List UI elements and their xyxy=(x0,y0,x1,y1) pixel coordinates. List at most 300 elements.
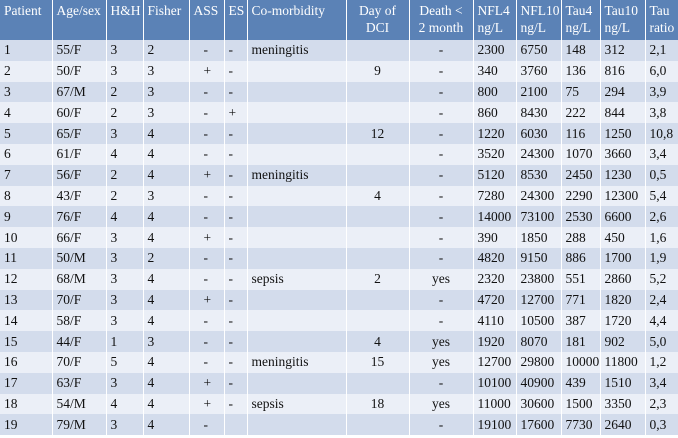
cell-fisher: 3 xyxy=(143,331,189,352)
table-row xyxy=(0,206,678,227)
cell-ass: + xyxy=(189,227,224,248)
cell-death: - xyxy=(409,40,473,61)
cell-tau10: 1230 xyxy=(600,165,645,186)
cell-tau4: 181 xyxy=(561,331,600,352)
cell-fisher: 4 xyxy=(143,373,189,394)
cell-death: - xyxy=(409,373,473,394)
table-row xyxy=(0,331,678,352)
cell-death: yes xyxy=(409,331,473,352)
cell-hh: 3 xyxy=(106,269,143,290)
cell-fisher: 4 xyxy=(143,394,189,415)
cell-day-dci: 15 xyxy=(346,352,409,373)
cell-tau4: 551 xyxy=(561,269,600,290)
cell-comorbidity xyxy=(247,414,346,435)
cell-ass: + xyxy=(189,61,224,82)
header-age-sex: Age/sex xyxy=(52,0,106,40)
cell-day-dci xyxy=(346,144,409,165)
cell-comorbidity xyxy=(247,248,346,269)
cell-death: - xyxy=(409,102,473,123)
table-row xyxy=(0,394,678,415)
cell-nfl4: 4720 xyxy=(473,290,516,311)
cell-comorbidity xyxy=(247,82,346,103)
table-row xyxy=(0,165,678,186)
cell-nfl4: 7280 xyxy=(473,186,516,207)
cell-ass: - xyxy=(189,123,224,144)
cell-comorbidity xyxy=(247,61,346,82)
cell-tau10: 816 xyxy=(600,61,645,82)
cell-patient: 7 xyxy=(0,165,52,186)
cell-fisher: 4 xyxy=(143,144,189,165)
cell-tau10: 2860 xyxy=(600,269,645,290)
cell-ass: - xyxy=(189,144,224,165)
cell-day-dci xyxy=(346,102,409,123)
cell-nfl4: 4110 xyxy=(473,310,516,331)
cell-es: - xyxy=(224,394,247,415)
cell-patient: 5 xyxy=(0,123,52,144)
cell-es: - xyxy=(224,206,247,227)
cell-tau4: 116 xyxy=(561,123,600,144)
cell-fisher: 3 xyxy=(143,102,189,123)
cell-hh: 3 xyxy=(106,123,143,144)
cell-hh: 3 xyxy=(106,248,143,269)
cell-day-dci xyxy=(346,414,409,435)
cell-patient: 10 xyxy=(0,227,52,248)
cell-hh: 3 xyxy=(106,414,143,435)
cell-tau10: 12300 xyxy=(600,186,645,207)
table-row xyxy=(0,352,678,373)
cell-es: - xyxy=(224,310,247,331)
cell-tau4: 387 xyxy=(561,310,600,331)
cell-tau10: 294 xyxy=(600,82,645,103)
cell-nfl10: 30600 xyxy=(516,394,561,415)
cell-patient: 16 xyxy=(0,352,52,373)
cell-tau-ratio: 2,6 xyxy=(645,206,678,227)
table-row xyxy=(0,373,678,394)
cell-fisher: 4 xyxy=(143,414,189,435)
table-row xyxy=(0,227,678,248)
cell-fisher: 4 xyxy=(143,165,189,186)
cell-tau4: 75 xyxy=(561,82,600,103)
cell-es: + xyxy=(224,102,247,123)
cell-hh: 3 xyxy=(106,40,143,61)
cell-fisher: 4 xyxy=(143,206,189,227)
cell-comorbidity xyxy=(247,290,346,311)
cell-ass: + xyxy=(189,394,224,415)
cell-nfl4: 4820 xyxy=(473,248,516,269)
table-row xyxy=(0,248,678,269)
cell-hh: 2 xyxy=(106,82,143,103)
table-row xyxy=(0,82,678,103)
cell-fisher: 4 xyxy=(143,352,189,373)
cell-death: - xyxy=(409,248,473,269)
cell-ass: + xyxy=(189,165,224,186)
cell-nfl4: 1220 xyxy=(473,123,516,144)
cell-death: - xyxy=(409,310,473,331)
header-nfl4: NFL4 ng/L xyxy=(473,0,516,40)
cell-nfl4: 1920 xyxy=(473,331,516,352)
cell-age-sex: 58/F xyxy=(52,310,106,331)
cell-tau10: 312 xyxy=(600,40,645,61)
cell-nfl4: 800 xyxy=(473,82,516,103)
cell-hh: 4 xyxy=(106,206,143,227)
cell-fisher: 3 xyxy=(143,82,189,103)
table-row xyxy=(0,144,678,165)
cell-es xyxy=(224,414,247,435)
cell-death: yes xyxy=(409,352,473,373)
cell-hh: 4 xyxy=(106,394,143,415)
cell-nfl10: 40900 xyxy=(516,373,561,394)
cell-comorbidity: sepsis xyxy=(247,269,346,290)
cell-tau4: 136 xyxy=(561,61,600,82)
cell-patient: 2 xyxy=(0,61,52,82)
cell-tau-ratio: 1,6 xyxy=(645,227,678,248)
cell-tau-ratio: 3,9 xyxy=(645,82,678,103)
header-ass: ASS xyxy=(189,0,224,40)
cell-es: - xyxy=(224,331,247,352)
cell-es: - xyxy=(224,269,247,290)
cell-day-dci xyxy=(346,310,409,331)
cell-comorbidity xyxy=(247,331,346,352)
cell-es: - xyxy=(224,290,247,311)
cell-hh: 1 xyxy=(106,331,143,352)
cell-day-dci xyxy=(346,290,409,311)
cell-nfl4: 2320 xyxy=(473,269,516,290)
cell-es: - xyxy=(224,373,247,394)
cell-tau-ratio: 10,8 xyxy=(645,123,678,144)
cell-day-dci xyxy=(346,165,409,186)
cell-es: - xyxy=(224,186,247,207)
cell-nfl4: 2300 xyxy=(473,40,516,61)
cell-hh: 2 xyxy=(106,186,143,207)
cell-death: - xyxy=(409,123,473,144)
header-tau10: Tau10 ng/L xyxy=(600,0,645,40)
cell-fisher: 4 xyxy=(143,290,189,311)
cell-ass: - xyxy=(189,186,224,207)
header-comorbidity: Co-morbidity xyxy=(247,0,346,40)
cell-es: - xyxy=(224,82,247,103)
cell-tau10: 902 xyxy=(600,331,645,352)
cell-age-sex: 43/F xyxy=(52,186,106,207)
cell-patient: 1 xyxy=(0,40,52,61)
cell-age-sex: 65/F xyxy=(52,123,106,144)
cell-tau-ratio: 0,5 xyxy=(645,165,678,186)
cell-nfl10: 6030 xyxy=(516,123,561,144)
cell-fisher: 4 xyxy=(143,227,189,248)
cell-comorbidity xyxy=(247,227,346,248)
cell-day-dci xyxy=(346,248,409,269)
cell-tau-ratio: 3,4 xyxy=(645,144,678,165)
cell-es: - xyxy=(224,123,247,144)
cell-tau4: 1500 xyxy=(561,394,600,415)
table-row xyxy=(0,123,678,144)
cell-es: - xyxy=(224,61,247,82)
cell-nfl4: 19100 xyxy=(473,414,516,435)
cell-age-sex: 60/F xyxy=(52,102,106,123)
cell-nfl4: 12700 xyxy=(473,352,516,373)
cell-patient: 3 xyxy=(0,82,52,103)
cell-tau4: 2450 xyxy=(561,165,600,186)
cell-age-sex: 55/F xyxy=(52,40,106,61)
cell-tau10: 3350 xyxy=(600,394,645,415)
cell-age-sex: 56/F xyxy=(52,165,106,186)
table-row xyxy=(0,310,678,331)
header-es: ES xyxy=(224,0,247,40)
cell-nfl10: 8530 xyxy=(516,165,561,186)
cell-tau-ratio: 1,2 xyxy=(645,352,678,373)
cell-age-sex: 76/F xyxy=(52,206,106,227)
cell-age-sex: 54/M xyxy=(52,394,106,415)
cell-patient: 15 xyxy=(0,331,52,352)
cell-es: - xyxy=(224,227,247,248)
cell-tau-ratio: 3,8 xyxy=(645,102,678,123)
cell-age-sex: 67/M xyxy=(52,82,106,103)
cell-death: - xyxy=(409,227,473,248)
cell-tau10: 1700 xyxy=(600,248,645,269)
table-row xyxy=(0,40,678,61)
cell-hh: 3 xyxy=(106,290,143,311)
cell-nfl10: 1850 xyxy=(516,227,561,248)
cell-nfl10: 10500 xyxy=(516,310,561,331)
cell-es: - xyxy=(224,165,247,186)
cell-death: - xyxy=(409,206,473,227)
cell-nfl10: 24300 xyxy=(516,144,561,165)
cell-nfl10: 9150 xyxy=(516,248,561,269)
cell-day-dci xyxy=(346,373,409,394)
header-hh: H&H xyxy=(106,0,143,40)
cell-tau10: 11800 xyxy=(600,352,645,373)
cell-patient: 11 xyxy=(0,248,52,269)
cell-comorbidity: meningitis xyxy=(247,352,346,373)
cell-nfl10: 17600 xyxy=(516,414,561,435)
header-nfl10: NFL10 ng/L xyxy=(516,0,561,40)
cell-nfl10: 24300 xyxy=(516,186,561,207)
cell-es: - xyxy=(224,352,247,373)
cell-ass: - xyxy=(189,331,224,352)
cell-tau4: 222 xyxy=(561,102,600,123)
cell-death: - xyxy=(409,82,473,103)
header-row xyxy=(0,0,678,40)
cell-ass: - xyxy=(189,248,224,269)
cell-patient: 12 xyxy=(0,269,52,290)
cell-fisher: 4 xyxy=(143,123,189,144)
cell-tau10: 1250 xyxy=(600,123,645,144)
cell-es: - xyxy=(224,144,247,165)
cell-ass: + xyxy=(189,290,224,311)
cell-patient: 13 xyxy=(0,290,52,311)
cell-es: - xyxy=(224,40,247,61)
cell-tau10: 3660 xyxy=(600,144,645,165)
header-fisher: Fisher xyxy=(143,0,189,40)
cell-tau-ratio: 4,4 xyxy=(645,310,678,331)
cell-death: - xyxy=(409,61,473,82)
cell-tau10: 1820 xyxy=(600,290,645,311)
cell-death: - xyxy=(409,165,473,186)
cell-tau-ratio: 6,0 xyxy=(645,61,678,82)
cell-tau4: 148 xyxy=(561,40,600,61)
header-patient: Patient xyxy=(0,0,52,40)
header-death: Death < 2 month xyxy=(409,0,473,40)
cell-nfl4: 860 xyxy=(473,102,516,123)
cell-ass: - xyxy=(189,82,224,103)
cell-tau10: 6600 xyxy=(600,206,645,227)
cell-day-dci: 18 xyxy=(346,394,409,415)
header-tau4: Tau4 ng/L xyxy=(561,0,600,40)
cell-fisher: 2 xyxy=(143,248,189,269)
cell-tau10: 2640 xyxy=(600,414,645,435)
cell-tau-ratio: 1,9 xyxy=(645,248,678,269)
cell-tau-ratio: 3,4 xyxy=(645,373,678,394)
cell-nfl10: 6750 xyxy=(516,40,561,61)
cell-ass: - xyxy=(189,269,224,290)
cell-fisher: 4 xyxy=(143,269,189,290)
cell-age-sex: 50/F xyxy=(52,61,106,82)
cell-death: yes xyxy=(409,394,473,415)
cell-day-dci: 4 xyxy=(346,186,409,207)
table-row xyxy=(0,61,678,82)
cell-comorbidity xyxy=(247,186,346,207)
cell-age-sex: 50/M xyxy=(52,248,106,269)
cell-tau4: 7730 xyxy=(561,414,600,435)
table-body xyxy=(0,40,678,435)
cell-fisher: 2 xyxy=(143,40,189,61)
cell-nfl4: 340 xyxy=(473,61,516,82)
cell-day-dci: 12 xyxy=(346,123,409,144)
cell-age-sex: 61/F xyxy=(52,144,106,165)
cell-nfl4: 14000 xyxy=(473,206,516,227)
cell-tau4: 439 xyxy=(561,373,600,394)
cell-age-sex: 68/M xyxy=(52,269,106,290)
cell-death: - xyxy=(409,290,473,311)
cell-hh: 3 xyxy=(106,227,143,248)
header-tau-ratio: Tau ratio xyxy=(645,0,678,40)
cell-day-dci xyxy=(346,40,409,61)
cell-hh: 5 xyxy=(106,352,143,373)
cell-ass: - xyxy=(189,310,224,331)
cell-age-sex: 44/F xyxy=(52,331,106,352)
cell-nfl10: 73100 xyxy=(516,206,561,227)
cell-hh: 4 xyxy=(106,144,143,165)
table-row xyxy=(0,290,678,311)
cell-nfl10: 8070 xyxy=(516,331,561,352)
cell-hh: 2 xyxy=(106,165,143,186)
cell-ass: - xyxy=(189,102,224,123)
cell-nfl4: 390 xyxy=(473,227,516,248)
cell-comorbidity xyxy=(247,102,346,123)
cell-age-sex: 70/F xyxy=(52,352,106,373)
cell-tau-ratio: 2,4 xyxy=(645,290,678,311)
cell-age-sex: 70/F xyxy=(52,290,106,311)
cell-age-sex: 66/F xyxy=(52,227,106,248)
cell-tau-ratio: 0,3 xyxy=(645,414,678,435)
cell-hh: 3 xyxy=(106,373,143,394)
table-row xyxy=(0,269,678,290)
cell-nfl4: 3520 xyxy=(473,144,516,165)
cell-tau4: 886 xyxy=(561,248,600,269)
cell-tau4: 1070 xyxy=(561,144,600,165)
cell-tau10: 1720 xyxy=(600,310,645,331)
cell-tau10: 450 xyxy=(600,227,645,248)
table-row xyxy=(0,186,678,207)
cell-comorbidity xyxy=(247,310,346,331)
cell-ass: - xyxy=(189,414,224,435)
cell-nfl10: 3760 xyxy=(516,61,561,82)
cell-tau4: 2290 xyxy=(561,186,600,207)
cell-fisher: 4 xyxy=(143,310,189,331)
cell-age-sex: 63/F xyxy=(52,373,106,394)
cell-patient: 14 xyxy=(0,310,52,331)
cell-hh: 2 xyxy=(106,102,143,123)
cell-day-dci: 4 xyxy=(346,331,409,352)
cell-tau10: 1510 xyxy=(600,373,645,394)
table-row xyxy=(0,102,678,123)
cell-fisher: 3 xyxy=(143,186,189,207)
cell-day-dci: 9 xyxy=(346,61,409,82)
cell-nfl10: 12700 xyxy=(516,290,561,311)
cell-tau4: 771 xyxy=(561,290,600,311)
cell-ass: - xyxy=(189,206,224,227)
cell-tau-ratio: 5,4 xyxy=(645,186,678,207)
cell-tau4: 2530 xyxy=(561,206,600,227)
cell-ass: - xyxy=(189,352,224,373)
cell-age-sex: 79/M xyxy=(52,414,106,435)
cell-day-dci: 2 xyxy=(346,269,409,290)
cell-patient: 9 xyxy=(0,206,52,227)
cell-day-dci xyxy=(346,82,409,103)
cell-hh: 3 xyxy=(106,310,143,331)
cell-hh: 3 xyxy=(106,61,143,82)
cell-death: - xyxy=(409,186,473,207)
cell-comorbidity xyxy=(247,144,346,165)
cell-tau10: 844 xyxy=(600,102,645,123)
cell-comorbidity: meningitis xyxy=(247,165,346,186)
cell-tau-ratio: 5,2 xyxy=(645,269,678,290)
cell-fisher: 3 xyxy=(143,61,189,82)
cell-comorbidity xyxy=(247,123,346,144)
cell-patient: 17 xyxy=(0,373,52,394)
cell-death: yes xyxy=(409,269,473,290)
cell-patient: 19 xyxy=(0,414,52,435)
cell-nfl4: 10100 xyxy=(473,373,516,394)
table-row xyxy=(0,414,678,435)
cell-nfl4: 11000 xyxy=(473,394,516,415)
cell-patient: 4 xyxy=(0,102,52,123)
cell-patient: 8 xyxy=(0,186,52,207)
cell-tau-ratio: 2,1 xyxy=(645,40,678,61)
cell-patient: 6 xyxy=(0,144,52,165)
cell-day-dci xyxy=(346,227,409,248)
cell-tau-ratio: 5,0 xyxy=(645,331,678,352)
cell-tau-ratio: 2,3 xyxy=(645,394,678,415)
cell-nfl10: 23800 xyxy=(516,269,561,290)
cell-nfl4: 5120 xyxy=(473,165,516,186)
cell-comorbidity: sepsis xyxy=(247,394,346,415)
cell-nfl10: 8430 xyxy=(516,102,561,123)
cell-comorbidity xyxy=(247,373,346,394)
cell-ass: + xyxy=(189,373,224,394)
cell-es: - xyxy=(224,248,247,269)
cell-nfl10: 29800 xyxy=(516,352,561,373)
cell-ass: - xyxy=(189,40,224,61)
cell-comorbidity: meningitis xyxy=(247,40,346,61)
header-day-dci: Day of DCI xyxy=(346,0,409,40)
cell-death: - xyxy=(409,414,473,435)
cell-nfl10: 2100 xyxy=(516,82,561,103)
cell-day-dci xyxy=(346,206,409,227)
cell-tau4: 288 xyxy=(561,227,600,248)
cell-comorbidity xyxy=(247,206,346,227)
cell-death: - xyxy=(409,144,473,165)
cell-tau4: 10000 xyxy=(561,352,600,373)
